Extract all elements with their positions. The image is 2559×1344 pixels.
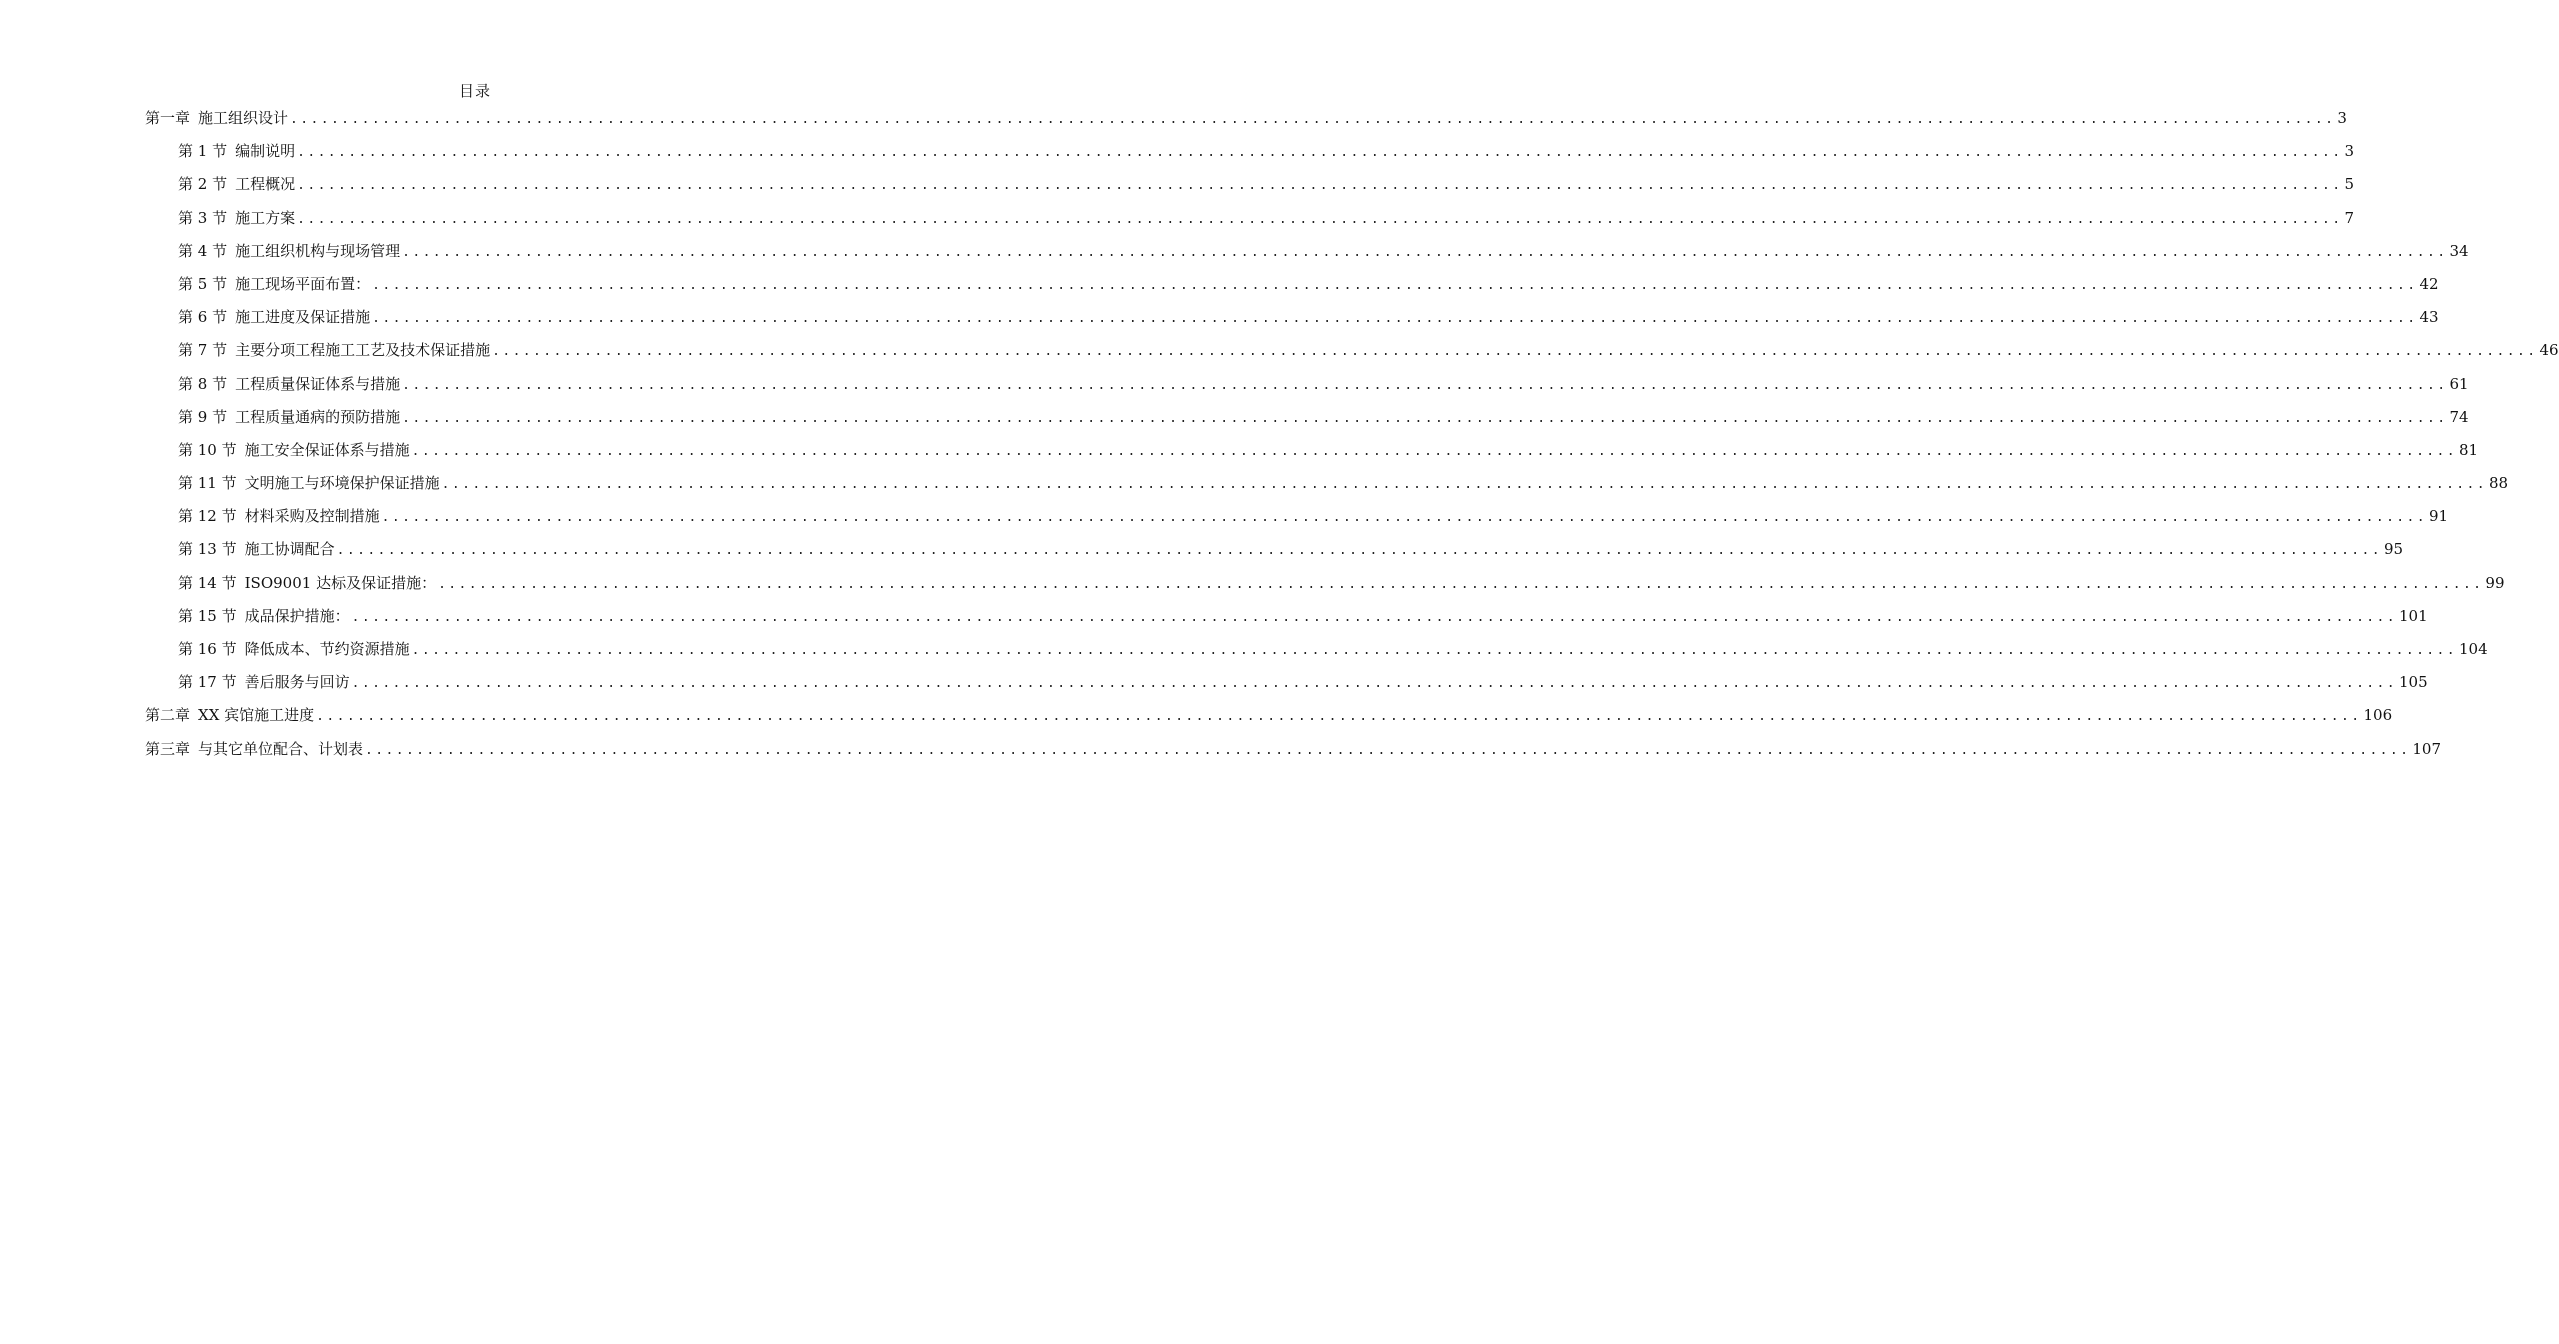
toc-entry-page: 3	[2344, 142, 2354, 161]
toc-entry-title: 施工方案	[235, 208, 296, 227]
toc-entry-page: 61	[2449, 374, 2469, 393]
toc-entry-title: 材料采购及控制措施	[244, 507, 380, 526]
toc-entry-number: 第 1 节	[178, 142, 228, 161]
toc-entry-title: 降低成本、节约资源措施	[244, 640, 410, 658]
toc-dot-leader: ........................................................................................................................................................................................................	[297, 211, 2343, 227]
toc-entry-number: 第 2 节	[178, 175, 228, 194]
toc-dot-leader: ........................................................................................................................................................................................................	[351, 609, 2397, 625]
toc-entry-page: 46	[2539, 341, 2559, 360]
toc-entry-number: 第 5 节	[178, 274, 228, 293]
toc-entry-page: 95	[2383, 540, 2404, 559]
toc-entry-title: 施工现场平面布置：	[235, 274, 371, 293]
toc-entry-title: 施工进度及保证措施	[235, 308, 371, 327]
toc-entry-page: 99	[2485, 573, 2505, 592]
toc-entry[interactable]	[145, 637, 2488, 670]
toc-entry-title: 施工安全保证体系与措施	[244, 440, 410, 459]
toc-entry-title: 施工协调配合	[244, 540, 335, 559]
toc-entry-title: 施工组织设计	[198, 109, 289, 127]
toc-entry-number: 第 16 节	[178, 640, 237, 658]
toc-entry-page: 5	[2344, 175, 2354, 194]
toc-entry-number: 第一章	[145, 109, 191, 127]
toc-entry-page: 104	[2458, 640, 2488, 658]
toc-entry-page: 81	[2458, 440, 2479, 459]
toc-dot-leader: ........................................................................................................................................................................................................	[438, 576, 2484, 592]
toc-entry[interactable]	[145, 305, 2439, 338]
toc-dot-leader: ........................................................................................................................................................................................................	[372, 277, 2418, 293]
toc-list	[145, 106, 2559, 770]
toc-entry-number: 第 8 节	[178, 374, 228, 393]
toc-entry-page: 43	[2419, 308, 2439, 327]
toc-entry[interactable]	[145, 106, 2347, 139]
toc-entry-number: 第二章	[145, 706, 191, 725]
toc-entry[interactable]	[145, 139, 2354, 172]
toc-entry-page: 107	[2412, 739, 2442, 758]
toc-dot-leader: ........................................................................................................................................................................................................	[402, 410, 2448, 426]
toc-entry-title: 施工组织机构与现场管理	[235, 241, 401, 260]
toc-entry[interactable]	[145, 172, 2354, 205]
toc-entry-page: 3	[2337, 109, 2347, 127]
toc-entry[interactable]	[145, 504, 2449, 537]
toc-entry[interactable]	[145, 737, 2442, 770]
toc-entry[interactable]	[145, 206, 2354, 239]
toc-dot-leader: ........................................................................................................................................................................................................	[441, 477, 2487, 493]
toc-entry-title: 文明施工与环境保护保证措施	[244, 474, 440, 493]
toc-dot-leader: ........................................................................................................................................................................................................	[290, 112, 2336, 127]
toc-entry-title: 工程概况	[235, 175, 296, 194]
toc-dot-leader: ........................................................................................................................................................................................................	[402, 377, 2448, 393]
toc-entry-title: 主要分项工程施工工艺及技术保证措施	[235, 341, 491, 360]
toc-entry-page: 7	[2344, 208, 2354, 227]
toc-entry-title: 工程质量通病的预防措施	[235, 407, 401, 426]
toc-entry[interactable]	[145, 537, 2404, 570]
toc-entry-number: 第 11 节	[178, 474, 237, 493]
toc-dot-leader: ........................................................................................................................................................................................................	[411, 643, 2457, 658]
toc-entry-number: 第 12 节	[178, 507, 237, 526]
toc-entry[interactable]	[145, 604, 2428, 637]
toc-entry-page: 106	[2363, 706, 2393, 725]
toc-title: 目录	[458, 82, 491, 100]
toc-entry-number: 第 10 节	[178, 440, 237, 459]
toc-dot-leader: ........................................................................................................................................................................................................	[316, 709, 2362, 725]
toc-entry[interactable]	[145, 338, 2559, 371]
toc-entry-number: 第 15 节	[178, 606, 237, 625]
toc-dot-leader: ........................................................................................................................................................................................................	[297, 145, 2343, 161]
toc-entry[interactable]	[145, 372, 2469, 405]
toc-entry-title: 工程质量保证体系与措施	[235, 374, 401, 393]
toc-dot-leader: ........................................................................................................................................................................................................	[381, 510, 2427, 526]
toc-entry-number: 第三章	[145, 739, 191, 758]
toc-entry[interactable]	[145, 272, 2439, 305]
toc-entry[interactable]	[145, 703, 2393, 736]
toc-entry-number: 第 3 节	[178, 208, 228, 227]
toc-entry[interactable]	[145, 438, 2479, 471]
toc-entry[interactable]	[145, 239, 2469, 272]
toc-entry-title: ISO9001 达标及保证措施：	[244, 573, 437, 592]
toc-entry-page: 34	[2449, 241, 2469, 260]
toc-entry-page: 91	[2428, 507, 2449, 526]
toc-entry-number: 第 4 节	[178, 241, 228, 260]
toc-entry-number: 第 7 节	[178, 341, 228, 360]
toc-dot-leader: ........................................................................................................................................................................................................	[372, 311, 2418, 327]
toc-entry[interactable]	[145, 471, 2509, 504]
toc-entry-page: 101	[2398, 606, 2428, 625]
toc-dot-leader: ........................................................................................................................................................................................................	[336, 543, 2382, 559]
toc-dot-leader: ........................................................................................................................................................................................................	[297, 178, 2343, 194]
toc-entry[interactable]	[145, 405, 2469, 438]
toc-entry-number: 第 17 节	[178, 673, 237, 692]
toc-entry-title: XX 宾馆施工进度	[198, 706, 315, 725]
toc-entry[interactable]	[145, 670, 2428, 703]
toc-entry-title: 编制说明	[235, 142, 296, 161]
toc-entry-page: 42	[2419, 274, 2439, 293]
toc-dot-leader: ........................................................................................................................................................................................................	[492, 344, 2538, 360]
toc-entry-page: 88	[2488, 474, 2509, 493]
toc-entry-page: 105	[2398, 673, 2428, 692]
toc-dot-leader: ........................................................................................................................................................................................................	[411, 443, 2457, 459]
toc-entry-number: 第 13 节	[178, 540, 237, 559]
toc-dot-leader: ........................................................................................................................................................................................................	[402, 244, 2448, 260]
toc-dot-leader: ........................................................................................................................................................................................................	[365, 742, 2411, 758]
toc-entry-title: 善后服务与回访	[244, 673, 350, 692]
toc-entry-title: 与其它单位配合、计划表	[198, 739, 364, 758]
toc-entry-title: 成品保护措施：	[244, 606, 350, 625]
toc-entry-page: 74	[2449, 407, 2469, 426]
toc-dot-leader: ........................................................................................................................................................................................................	[351, 676, 2397, 692]
toc-entry-number: 第 9 节	[178, 407, 228, 426]
toc-entry[interactable]	[145, 571, 2505, 604]
toc-entry-number: 第 6 节	[178, 308, 228, 327]
toc-entry-number: 第 14 节	[178, 573, 237, 592]
